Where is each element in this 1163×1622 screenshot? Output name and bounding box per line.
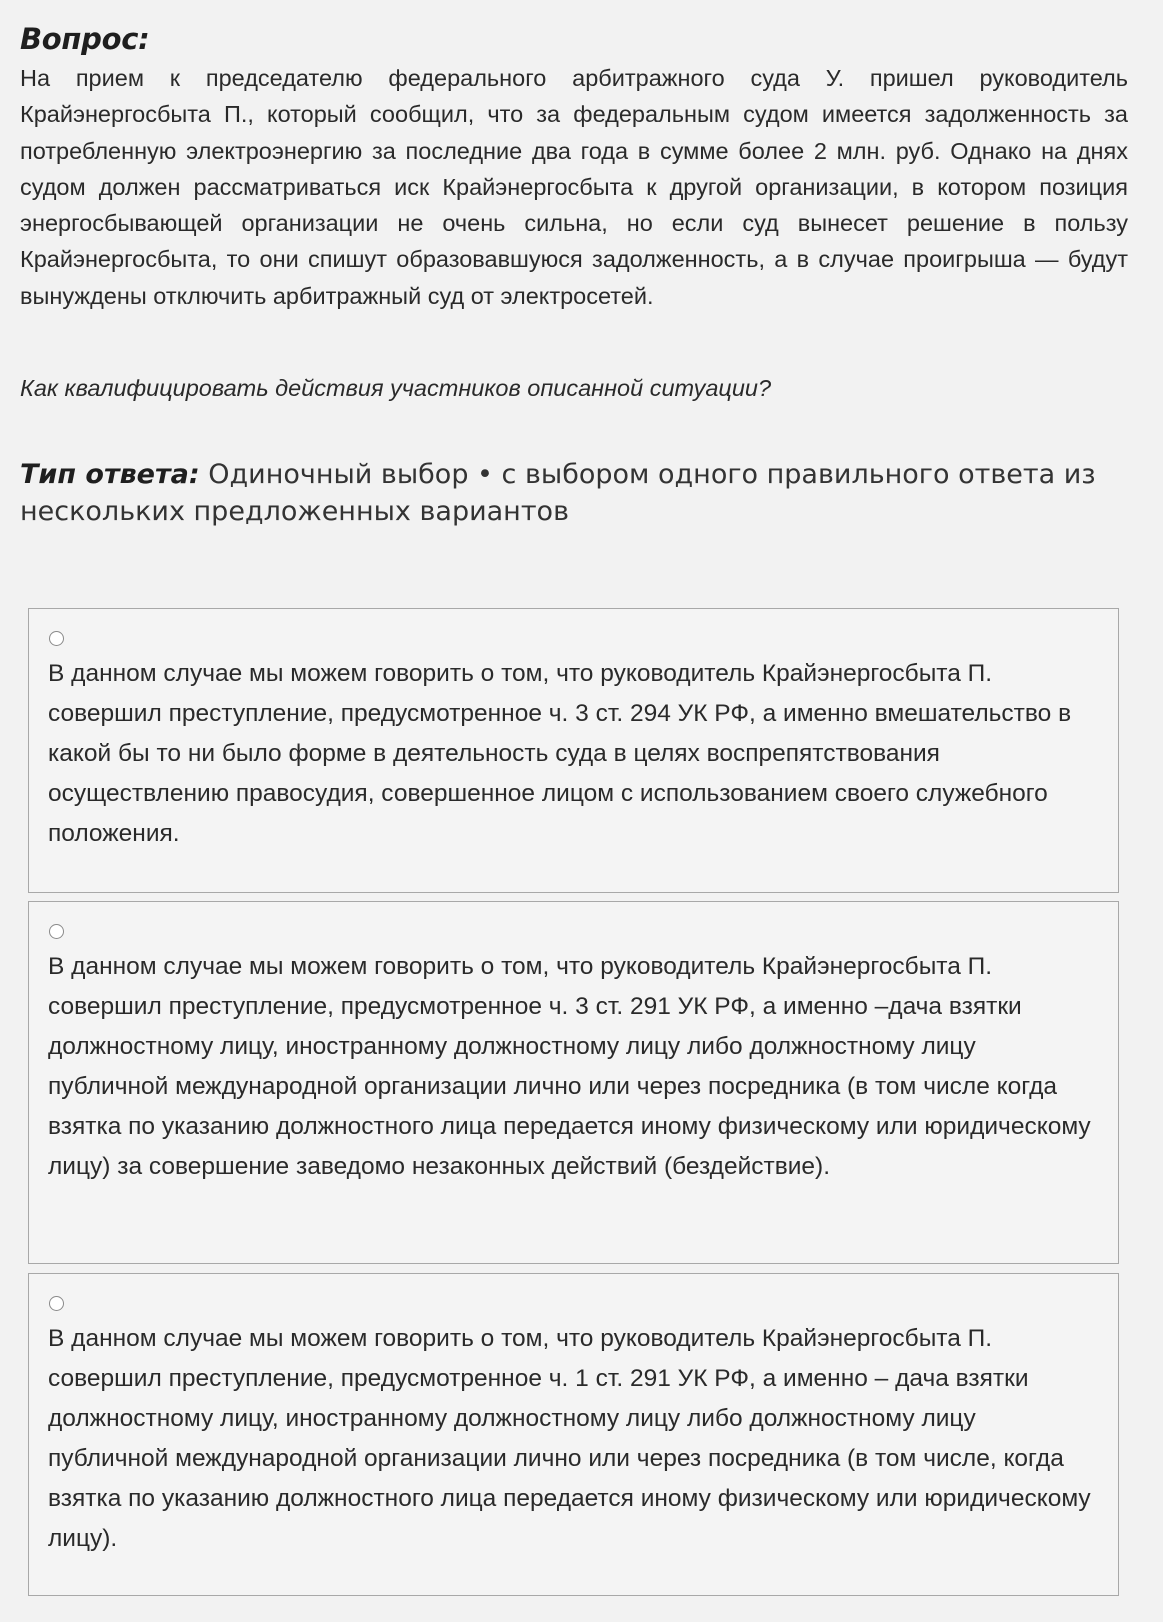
question-prompt: Как квалифицировать действия участников описанной ситуации?	[20, 375, 772, 401]
answer-option-2-text: В данном случае мы можем говорить о том, что руководитель Крайэнергосбыта П. совершил преступление, предусмотренное ч. 3 ст. 291 УК РФ, а именно –дача взятки должностному лицу, иностранному должностному лицу либо должностному лицу публичной международной организации лично или через посредника (в том числе когда взятка по указанию должностного лица передается иному физическому или юридическому лицу) за совершение заведомо незаконных действий (бездействие).	[48, 953, 1091, 1180]
answer-type	[20, 456, 1140, 530]
answer-option-1[interactable]	[28, 608, 1119, 893]
answer-option-2[interactable]	[28, 901, 1119, 1264]
question-text: На прием к председателю федерального арбитражного суда У. пришел руководитель Крайэнергосбыта П., который сообщил, что за федеральным судом имеется задолженность за потребленную электроэнергию за последние два года в сумме более 2 млн. руб. Однако на днях судом должен рассматриваться иск Крайэнергосбыта к другой организации, в котором позиция энергосбывающей организации не очень сильна, но если суд вынесет решение в пользу Крайэнергосбыта, то они спишут образовавшуюся задолженность, а в случае проигрыша — будут вынуждены отключить арбитражный суд от электросетей.	[20, 65, 1128, 309]
answer-option-3-text: В данном случае мы можем говорить о том, что руководитель Крайэнергосбыта П. совершил преступление, предусмотренное ч. 1 ст. 291 УК РФ, а именно – дача взятки должностному лицу, иностранному должностному лицу либо должностному лицу публичной международной организации лично или через посредника (в том числе, когда взятка по указанию должностного лица передается иному физическому или юридическому лицу).	[48, 1325, 1091, 1552]
radio-button-2[interactable]	[49, 924, 64, 939]
answer-type-value: Одиночный выбор • с выбором одного правильного ответа из нескольких предложенных вариантов	[20, 459, 1096, 527]
answer-option-1-text: В данном случае мы можем говорить о том, что руководитель Крайэнергосбыта П. совершил преступление, предусмотренное ч. 3 ст. 294 УК РФ, а именно вмешательство в какой бы то ни было форме в деятельность суда в целях воспрепятствования осуществлению правосудия, совершенное лицом с использованием своего служебного положения.	[48, 660, 1072, 847]
question-heading: Вопрос:	[20, 22, 150, 56]
radio-button-1[interactable]	[49, 631, 64, 646]
answer-type-label: Тип ответа:	[20, 459, 200, 490]
radio-button-3[interactable]	[49, 1296, 64, 1311]
answer-option-3[interactable]	[28, 1273, 1119, 1596]
